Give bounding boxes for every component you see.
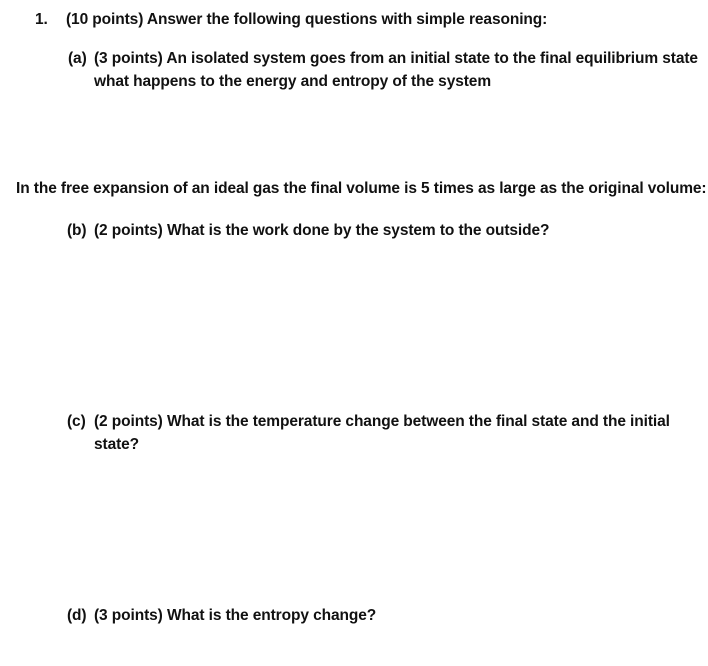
question-number: 1. xyxy=(35,11,48,28)
part-d-text: (3 points) What is the entropy change? xyxy=(94,607,377,624)
part-d-label: (d) xyxy=(67,607,87,624)
part-a-text-line-2: what happens to the energy and entropy of the system xyxy=(94,73,492,90)
question-intro: (10 points) Answer the following questions with simple reasoning: xyxy=(66,11,548,28)
part-b-text: (2 points) What is the work done by the system to the outside? xyxy=(94,222,550,239)
part-c-text-line-1: (2 points) What is the temperature change between the final state and the initial xyxy=(94,413,670,430)
part-a-text-line-1: (3 points) An isolated system goes from an initial state to the final equilibrium state xyxy=(94,50,698,67)
part-c-text-line-2: state? xyxy=(94,436,140,453)
part-b-label: (b) xyxy=(67,222,87,239)
free-expansion-context: In the free expansion of an ideal gas the final volume is 5 times as large as the original volume: xyxy=(16,180,707,197)
part-a-label: (a) xyxy=(68,50,87,67)
part-c-label: (c) xyxy=(67,413,86,430)
